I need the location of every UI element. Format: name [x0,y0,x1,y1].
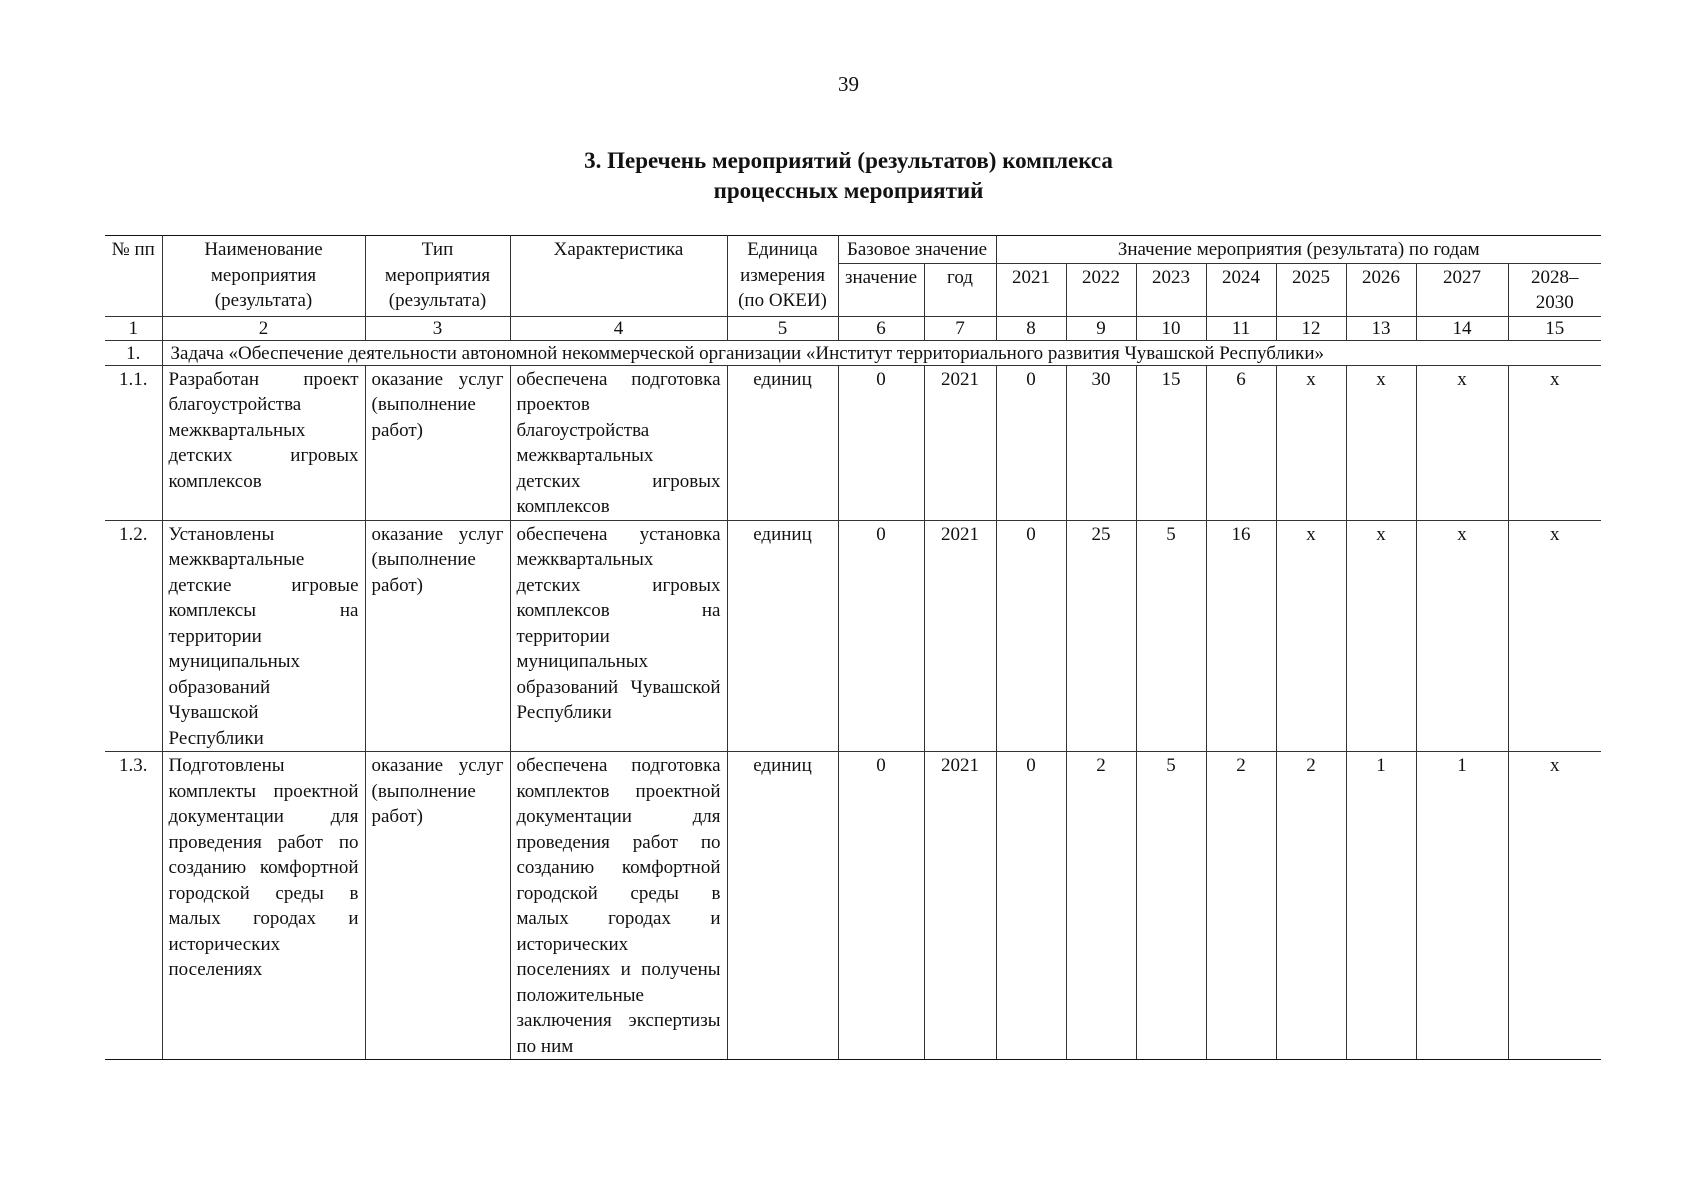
year-value: 0 [996,365,1066,520]
measure-type: оказание услуг (выполнение работ) [365,520,510,752]
row-number: 1.3. [105,752,162,1060]
header-type: Тип мероприятия (результата) [365,236,510,317]
year-value: 6 [1206,365,1276,520]
column-number: 9 [1066,316,1136,340]
measure-characteristic: обеспечена установка межквартальных детских игровых комплексов на территории муниципальных образований Чувашской Республики [510,520,727,752]
task-text: Задача «Обеспечение деятельности автономной некоммерческой организации «Институт территориального развития Чувашской Республики» [162,340,1601,365]
header-year: 2024 [1206,263,1276,316]
year-value: 16 [1206,520,1276,752]
header-name: Наименование мероприятия (результата) [162,236,365,317]
year-value: 5 [1136,520,1206,752]
column-number: 15 [1508,316,1601,340]
column-numbers-row [105,316,1601,340]
column-number: 13 [1346,316,1416,340]
year-value: 0 [996,752,1066,1060]
year-value: х [1346,365,1416,520]
header-unit: Единица измерения (по ОКЕИ) [727,236,838,317]
header-base: Базовое значение [838,236,996,264]
header-values-by-year: Значение мероприятия (результата) по годам [996,236,1601,264]
task-number: 1. [105,340,162,365]
measure-characteristic: обеспечена подготовка проектов благоустройства межквартальных детских игровых комплексов [510,365,727,520]
column-number: 8 [996,316,1066,340]
measure-unit: единиц [727,365,838,520]
year-value: 5 [1136,752,1206,1060]
measure-name: Разработан проект благоустройства межквартальных детских игровых комплексов [162,365,365,520]
base-year: 2021 [924,752,996,1060]
column-number: 10 [1136,316,1206,340]
base-value: 0 [838,752,924,1060]
document-title [0,146,1697,206]
measure-type: оказание услуг (выполнение работ) [365,752,510,1060]
column-number: 5 [727,316,838,340]
year-value: 2 [1206,752,1276,1060]
column-number: 1 [105,316,162,340]
year-value: х [1508,365,1601,520]
year-value: х [1276,520,1346,752]
header-year: 2023 [1136,263,1206,316]
column-number: 4 [510,316,727,340]
base-year: 2021 [924,520,996,752]
year-value: х [1508,520,1601,752]
base-value: 0 [838,520,924,752]
column-number: 11 [1206,316,1276,340]
header-characteristic: Характеристика [510,236,727,317]
year-value: 2 [1066,752,1136,1060]
row-number: 1.2. [105,520,162,752]
task-row [105,340,1601,365]
base-value: 0 [838,365,924,520]
title-line-2: процессных мероприятий [713,178,984,203]
measure-unit: единиц [727,752,838,1060]
table-row [105,365,1601,520]
title-line-1: 3. Перечень мероприятий (результатов) комплекса [584,148,1113,173]
year-value: 1 [1346,752,1416,1060]
header-year: 2025 [1276,263,1346,316]
table-row [105,752,1601,1060]
column-number: 7 [924,316,996,340]
year-value: 30 [1066,365,1136,520]
year-value: х [1508,752,1601,1060]
year-value: 1 [1416,752,1508,1060]
header-year: 2026 [1346,263,1416,316]
year-value: х [1276,365,1346,520]
year-value: х [1346,520,1416,752]
column-number: 2 [162,316,365,340]
year-value: 15 [1136,365,1206,520]
measure-unit: единиц [727,520,838,752]
column-number: 6 [838,316,924,340]
header-year: 2021 [996,263,1066,316]
base-year: 2021 [924,365,996,520]
measure-characteristic: обеспечена подготовка комплектов проектной документации для проведения работ по созданию комфортной городской среды в малых городах и исторических поселениях и получены положительные заключения экспертизы по ним [510,752,727,1060]
page-number: 39 [838,72,859,96]
column-number: 14 [1416,316,1508,340]
header-year: 2028–2030 [1508,263,1601,316]
header-year: 2027 [1416,263,1508,316]
year-value: 2 [1276,752,1346,1060]
column-number: 12 [1276,316,1346,340]
header-base-year: год [924,263,996,316]
table-row [105,520,1601,752]
measure-type: оказание услуг (выполнение работ) [365,365,510,520]
year-value: 25 [1066,520,1136,752]
year-value: х [1416,365,1508,520]
measure-name: Подготовлены комплекты проектной документации для проведения работ по созданию комфортной городской среды в малых городах и исторических поселениях [162,752,365,1060]
header-num: № пп [105,236,162,317]
measures-table [105,235,1601,1060]
header-year: 2022 [1066,263,1136,316]
year-value: х [1416,520,1508,752]
measure-name: Установлены межквартальные детские игровые комплексы на территории муниципальных образований Чувашской Республики [162,520,365,752]
row-number: 1.1. [105,365,162,520]
column-number: 3 [365,316,510,340]
header-base-value: значение [838,263,924,316]
year-value: 0 [996,520,1066,752]
